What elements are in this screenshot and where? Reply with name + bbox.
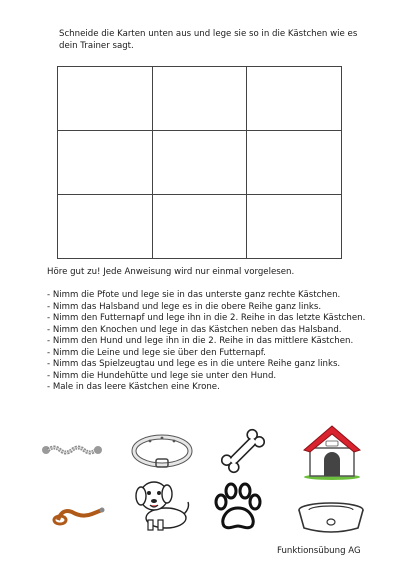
instruction-item: - Male in das leere Kästchen eine Krone. [47,382,367,394]
instruction-item: - Nimm die Leine und lege sie über den Futternapf. [47,348,367,360]
grid-cell-r2c3[interactable] [247,131,342,195]
doghouse-icon[interactable] [298,422,366,482]
listen-prompt: Höre gut zu! Jede Anweisung wird nur einmal vorgelesen. [47,267,295,277]
leash-icon[interactable] [52,498,108,532]
instruction-item: - Nimm den Knochen und lege in das Kästchen neben das Halsband. [47,325,367,337]
grid-cell-r3c3[interactable] [247,195,342,259]
grid-cell-r1c2[interactable] [152,67,247,131]
food-bowl-icon[interactable] [296,500,366,534]
instruction-item: - Nimm die Hundehütte und lege sie unter den Hund. [47,371,367,383]
grid-cell-r3c2[interactable] [152,195,247,259]
instruction-item: - Nimm das Halsband und lege es in die obere Reihe ganz links. [47,302,367,314]
footer-credit: Funktionsübung AG [277,546,361,556]
grid-cell-r1c1[interactable] [58,67,153,131]
instruction-list [47,290,367,394]
placement-grid [57,66,342,259]
bone-icon[interactable] [213,426,273,476]
dog-icon[interactable] [130,474,192,532]
grid-cell-r3c1[interactable] [58,195,153,259]
grid-cell-r2c2[interactable] [152,131,247,195]
collar-icon[interactable] [130,431,194,471]
rope-toy-icon[interactable] [40,435,104,465]
instruction-item: - Nimm den Hund und lege ihn in die 2. Reihe in das mittlere Kästchen. [47,336,367,348]
grid-cell-r2c1[interactable] [58,131,153,195]
intro-text: Schneide die Karten unten aus und lege sie so in die Kästchen wie es dein Trainer sagt. [59,29,358,51]
instruction-item: - Nimm den Futternapf und lege ihn in die 2. Reihe in das letzte Kästchen. [47,313,367,325]
grid-cell-r1c3[interactable] [247,67,342,131]
instruction-item: - Nimm die Pfote und lege sie in das unterste ganz rechte Kästchen. [47,290,367,302]
paw-icon[interactable] [212,482,264,532]
instruction-item: - Nimm das Spielzeugtau und lege es in die untere Reihe ganz links. [47,359,367,371]
